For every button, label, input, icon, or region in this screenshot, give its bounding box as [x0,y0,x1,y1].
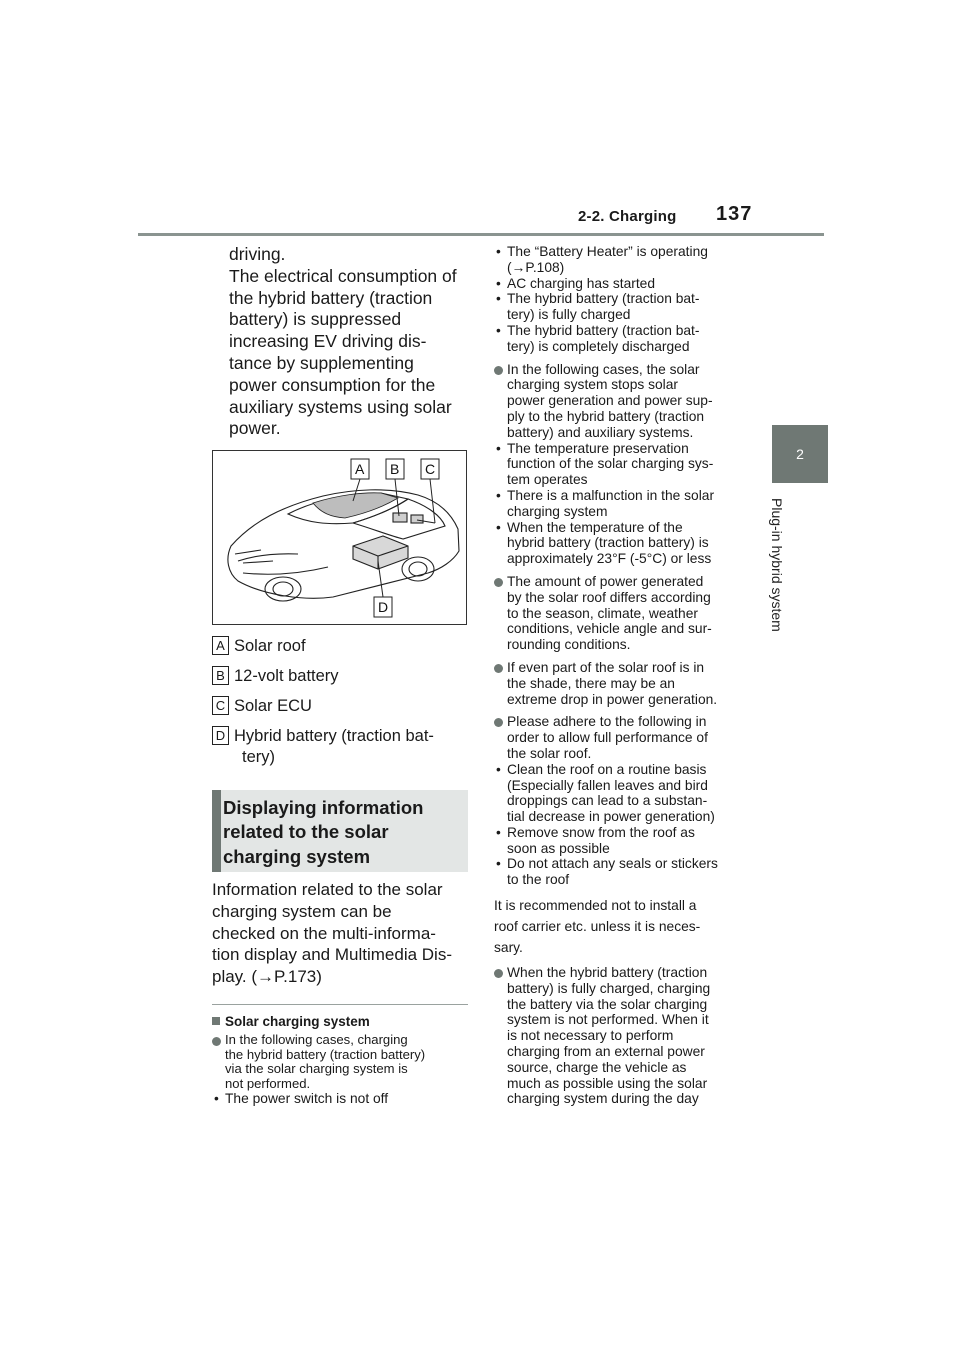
legend-text: Solar ECU [234,697,312,715]
legend-key: B [212,666,229,685]
solar-charging-notes-left [212,1033,472,1107]
square-bullet-icon [212,1017,220,1025]
text-line: power generation and power sup- [507,393,713,409]
text-line: When the temperature of the [507,519,683,535]
chapter-tab[interactable] [772,425,828,483]
round-bullet-icon [494,969,503,978]
section-title-line: related to the solar [223,821,389,843]
text-line: battery) is fully charged, charging [507,980,711,996]
bullet-item [494,965,754,1107]
text-line: ply to the hybrid battery (traction [507,408,705,424]
bullet-item [494,574,754,653]
text-line: driving. [229,244,286,264]
legend-text: 12-volt battery [234,667,339,685]
text-line: The amount of power generated [507,573,704,589]
text-line: via the solar charging system is [225,1061,408,1077]
text-line: Information related to the solar [212,880,443,899]
solar-charging-notes-right [494,244,754,1114]
text-line: The hybrid battery (traction bat- [507,291,700,307]
vehicle-illustration [212,450,467,625]
text-line: the battery via the solar charging [507,996,708,1012]
text-line: When the hybrid battery (traction [507,965,708,981]
text-line: AC charging has started [507,275,656,291]
text-line: In the following cases, charging [225,1032,408,1047]
text-line: tial decrease in power generation) [507,809,715,825]
section-title-line: charging system [223,845,371,867]
text-line: not performed. [225,1075,311,1091]
legend-key: D [212,726,229,745]
legend-item [212,636,462,657]
text-line: charging from an external power [507,1044,705,1060]
continued-paragraph [229,244,469,440]
round-bullet-icon [494,718,503,727]
sub-item: • AC charging has started [494,276,754,292]
text-line: battery) and auxiliary systems. [507,424,694,440]
callout-d: D [378,599,389,615]
chapter-side-label [757,498,797,658]
callout-a: A [355,461,365,477]
text-line: tery) is completely discharged [507,338,690,354]
text-line: (Especially fallen leaves and bird [507,777,708,793]
legend-item [212,696,462,717]
chapter-number: 2 [796,446,804,462]
text-line: tance by supplementing [229,352,414,373]
legend-item [212,666,462,687]
text-line: tery) is fully charged [507,307,631,323]
sub-item: • Clean the roof on a routine basis (Especially fallen leaves and bird droppings can lead to a substan- tial decrease in power generation) [494,762,754,825]
round-bullet-icon [494,366,503,375]
legend-text [234,726,454,768]
text-line: charging system [507,503,608,519]
sub-item: • Remove snow from the roof as soon as possible [494,825,754,857]
sub-item: • The hybrid battery (traction bat- tery) is fully charged [494,291,754,323]
round-bullet-icon [494,578,503,587]
page-number: 137 [716,203,753,225]
text-line: tem operates [507,472,588,488]
text-line: the shade, there may be an [507,675,675,691]
text-line: Please adhere to the following in [507,714,707,730]
text-line: There is a malfunction in the solar [507,487,715,503]
page-reference-link[interactable]: play. (→P.173) [212,967,322,987]
legend-text-line: tery) [242,748,275,766]
text-line: The hybrid battery (traction bat- [507,322,700,338]
text-line: Clean the roof on a routine basis [507,761,707,777]
sub-item: • Do not attach any seals or stickers to the roof [494,856,754,888]
text-line: system is not performed. When it [507,1012,709,1028]
section-title [223,796,463,869]
text-line: increasing EV driving dis- [229,331,427,352]
bullet-item [494,362,754,441]
text-line: sary. [494,940,523,956]
text-line: the hybrid battery (traction [229,287,433,308]
legend-key: C [212,696,229,715]
callout-c: C [425,461,436,477]
legend-item [212,726,462,768]
text-line: order to allow full performance of [507,730,708,746]
text-line: extreme drop in power generation. [507,691,718,707]
text-line: The electrical consumption of [229,265,457,286]
round-bullet-icon [212,1037,221,1046]
text-line: is not necessary to perform [507,1028,674,1044]
text-line: the solar roof. [507,745,592,761]
section-intro [212,879,472,988]
running-header-section: 2-2. Charging [578,208,677,225]
text-line: Remove snow from the roof as [507,824,695,840]
text-line: to the season, climate, weather [507,605,698,621]
chapter-title: Plug-in hybrid system [769,498,785,632]
text-line: In the following cases, the solar [507,361,700,377]
callout-b: B [390,461,400,477]
text-line: roof carrier etc. unless it is neces- [494,919,701,935]
round-bullet-icon [494,664,503,673]
text-line: source, charge the vehicle as [507,1059,687,1075]
sub-item: • The hybrid battery (traction bat- tery) is completely discharged [494,323,754,355]
text-line: If even part of the solar roof is in [507,659,705,675]
sub-item: • The temperature preservation function of the solar charging sys- tem operates [494,441,754,488]
text-line: charging system stops solar [507,377,678,393]
header-rule [138,233,824,236]
text-line: function of the solar charging sys- [507,456,714,472]
text-line: droppings can lead to a substan- [507,793,708,809]
text-line: charging system during the day [507,1091,699,1107]
text-line: auxiliary systems using solar [229,396,452,417]
text-line: approximately 23°F (-5°C) or less [507,551,712,567]
text-line: power consumption for the [229,374,436,395]
bullet-item [494,660,754,707]
sub-item: • There is a malfunction in the solar charging system [494,488,754,520]
text-line: power. [229,418,281,439]
legend-text-line: Hybrid battery (traction bat- [234,727,434,745]
text-line: to the roof [507,872,570,888]
bullet-item [494,714,754,761]
sub-item: • When the temperature of the hybrid battery (traction battery) is approximately 23°F (-5°C) or less [494,520,754,567]
legend-key: A [212,636,229,655]
text-line: Do not attach any seals or stickers [507,856,718,872]
legend-text: Solar roof [234,637,306,655]
text-line: the hybrid battery (traction battery) [225,1046,426,1062]
text-line: battery) is suppressed [229,309,402,330]
sub-item: • The “Battery Heater” is operating (→P.108) [494,244,754,276]
text-line: hybrid battery (traction battery) is [507,535,709,551]
note-paragraph [494,895,754,958]
text-line: much as possible using the solar [507,1075,708,1091]
text-line: conditions, vehicle angle and sur- [507,621,712,637]
text-line: by the solar roof differs according [507,589,711,605]
text-line: rounding conditions. [507,637,631,653]
text-line: tion display and Multimedia Dis- [212,945,452,965]
text-line: The power switch is not off [225,1091,389,1107]
text-line: The temperature preservation [507,440,689,456]
bullet-item [212,1033,472,1091]
text-line: checked on the multi-informa- [212,923,436,943]
car-drawing [213,451,466,624]
section-divider [212,1004,468,1005]
page-reference-link[interactable]: (→P.108) [507,259,565,275]
text-line: charging system can be [212,901,392,921]
subheading-text: Solar charging system [225,1014,370,1029]
text-line: The “Battery Heater” is operating [507,244,708,259]
section-title-line: Displaying information [223,797,424,818]
sub-item: • The power switch is not off [214,1091,389,1107]
text-line: soon as possible [507,840,610,856]
subheading [212,1014,370,1029]
text-line: It is recommended not to install a [494,898,697,914]
